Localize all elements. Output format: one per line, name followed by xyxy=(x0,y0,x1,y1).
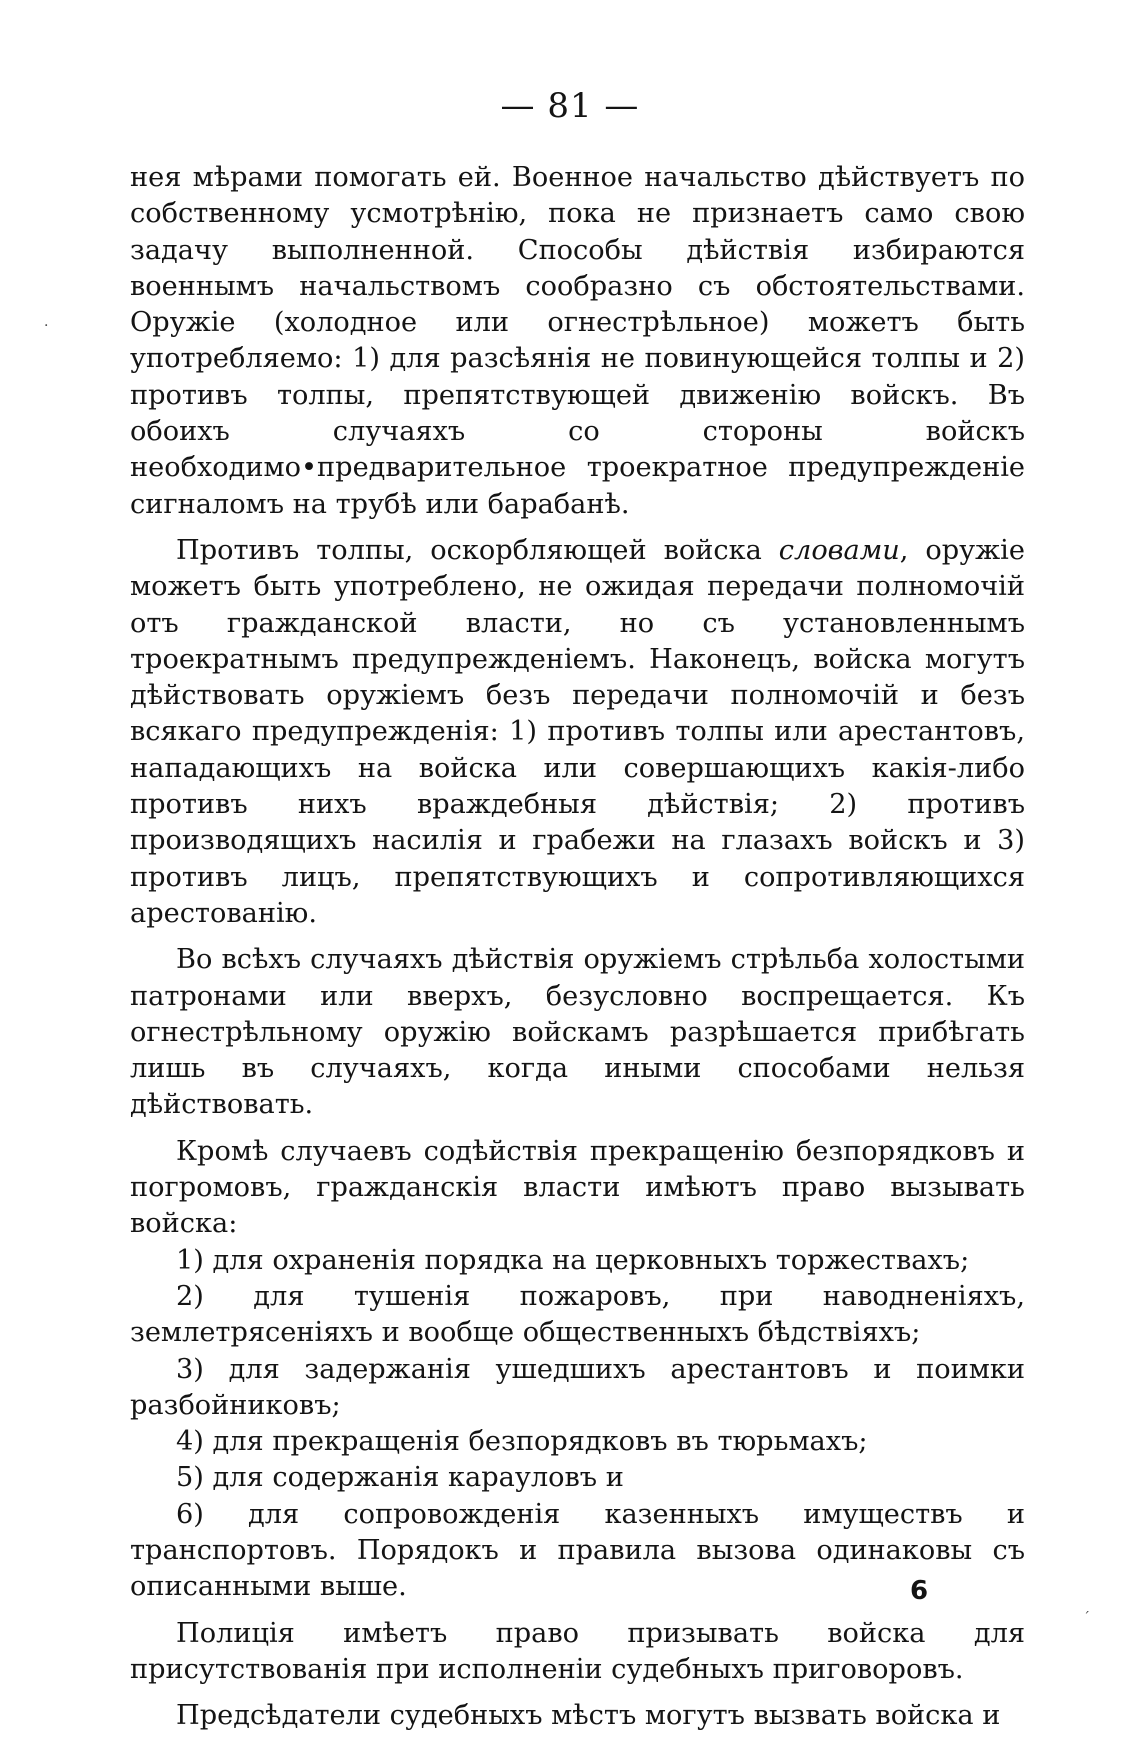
paragraph-weapon-use-rest: , оружіе можетъ быть употреблено, не ожидая передачи полномочій отъ гражданской власти, но съ установленнымъ троекратнымъ предупрежденіемъ. Наконецъ, войска могутъ дѣйствовать оружіемъ безъ передачи полномочій и безъ всякаго предупрежденія: 1) противъ толпы или арестантовъ, нападающихъ на войска или совершающихъ какія-либо противъ нихъ враждебныя дѣйствія; 2) противъ производящихъ насилія и грабежи на глазахъ войскъ и 3) противъ лицъ, препятствующихъ и сопротивляющихся арестованію. xyxy=(130,534,1025,929)
list-item-3: 3) для задержанія ушедшихъ арестантовъ и поимки разбойниковъ; xyxy=(130,1353,1025,1421)
paragraph-court-chairs: Предсѣдатели судебныхъ мѣстъ могутъ вызвать войска и xyxy=(176,1700,1001,1732)
emphasis-word: словами xyxy=(778,534,900,566)
scan-speck: ´ xyxy=(1083,1610,1090,1626)
page-body xyxy=(130,160,1025,1734)
list-item-6: 6) для сопровожденія казенныхъ имуществъ и транспортовъ. Порядокъ и правила вызова одинаковы съ описанными выше. xyxy=(130,1498,1025,1603)
paragraph-weapon-use-start: Противъ толпы, оскорбляющей войска xyxy=(176,534,762,566)
paragraph-continuation: нея мѣрами помогать ей. Военное начальство дѣйствуетъ по собственному усмотрѣнію, пока не признаетъ само свою задачу выполненной. Способы дѣйствія избираются военнымъ начальствомъ сообразно съ обстоятельствами. Оружіе (холодное или огнестрѣльное) можетъ быть употребляемо: 1) для разсѣянія не повинующейся толпы и 2) противъ толпы, препятствующей движенію войскъ. Въ обоихъ случаяхъ со стороны войскъ необходимо•предварительное троекратное предупрежденіе сигналомъ на трубѣ или барабанѣ. xyxy=(130,162,1025,520)
list-item-5: 5) для содержанія карауловъ и xyxy=(176,1462,624,1494)
page-number: — 81 — xyxy=(500,86,640,126)
paragraph-police: Полиція имѣетъ право призывать войска для присутствованія при исполненіи судебныхъ приговоровъ. xyxy=(130,1617,1025,1685)
list-item-4: 4) для прекращенія безпорядковъ въ тюрьмахъ; xyxy=(176,1426,868,1458)
list-item-1: 1) для охраненія порядка на церковныхъ торжествахъ; xyxy=(176,1244,970,1276)
paragraph-blank-fire: Во всѣхъ случаяхъ дѣйствія оружіемъ стрѣльба холостыми патронами или вверхъ, безусловно воспрещается. Къ огнестрѣльному оружію войскамъ разрѣшается прибѣгать лишь въ случаяхъ, когда иными способами нельзя дѣйствовать. xyxy=(130,944,1025,1121)
paragraph-weapon-use xyxy=(130,533,1025,932)
paragraph-civil-calls: Кромѣ случаевъ содѣйствія прекращенію безпорядковъ и погромовъ, гражданскія власти имѣютъ право вызывать войска: xyxy=(130,1135,1025,1240)
signature-mark: 6 xyxy=(910,1576,929,1606)
scan-speck: · xyxy=(44,318,49,334)
list-item-2: 2) для тушенія пожаровъ, при наводненіяхъ, землетрясеніяхъ и вообще общественныхъ бѣдствіяхъ; xyxy=(130,1280,1025,1349)
